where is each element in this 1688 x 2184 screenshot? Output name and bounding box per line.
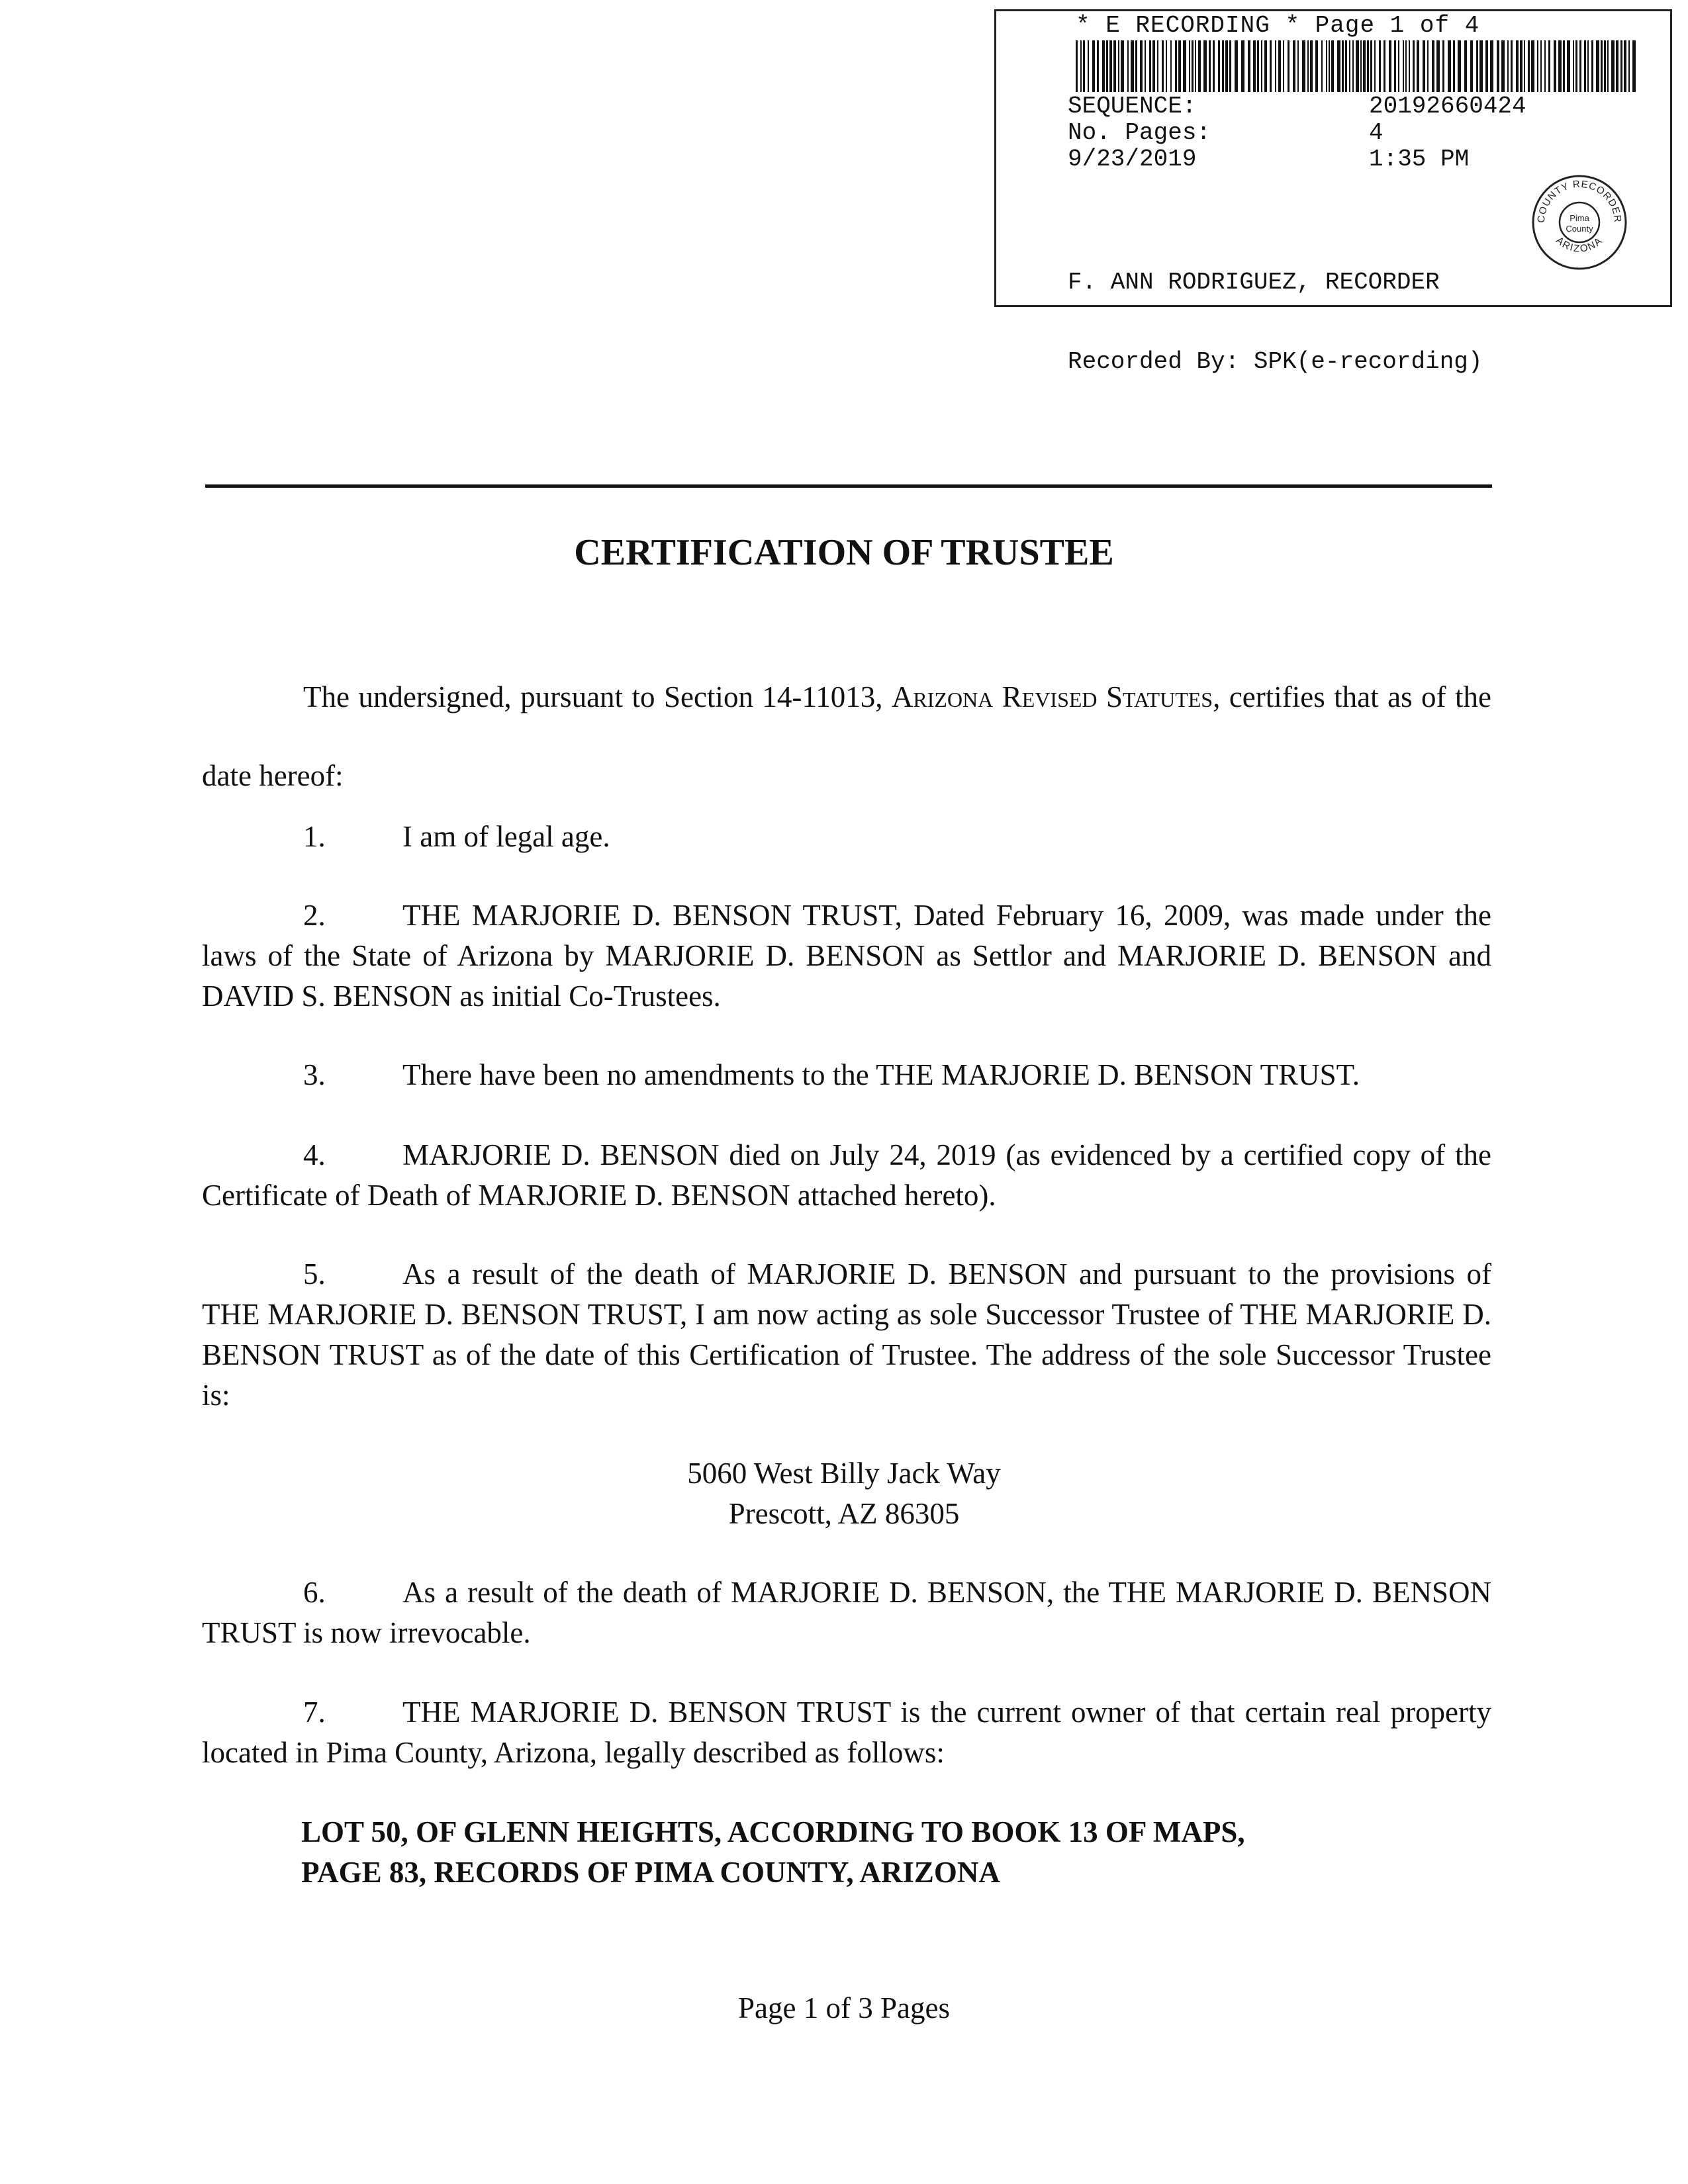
barcode-bar	[1548, 40, 1550, 92]
item-6-text: As a result of the death of MARJORIE D. BENSON, the THE MARJORIE D. BENSON TRUST is now irrevocable.	[202, 1576, 1491, 1649]
item-4-text: MARJORIE D. BENSON died on July 24, 2019 (as evidenced by a certified copy of the Certificate of Death of MARJORIE D. BENSON attached hereto).	[202, 1138, 1491, 1212]
barcode-bar	[1476, 40, 1478, 92]
barcode-bar	[1315, 40, 1318, 92]
barcode-bar	[1092, 40, 1095, 92]
barcode-bar	[1403, 40, 1404, 92]
barcode-bar	[1198, 40, 1201, 92]
barcode-bar	[1379, 40, 1381, 92]
barcode-bar	[1302, 40, 1305, 92]
barcode-bar	[1076, 40, 1078, 92]
item-7-text: THE MARJORIE D. BENSON TRUST is the current owner of that certain real property located in Pima County, Arizona, legally described as follows:	[202, 1696, 1491, 1769]
barcode-bar	[1398, 40, 1399, 92]
barcode-bar	[1587, 40, 1589, 92]
intro-text-part1: The undersigned, pursuant to Section 14-11013,	[303, 680, 892, 713]
barcode-bar	[1152, 40, 1155, 92]
barcode-bar	[1573, 40, 1574, 92]
barcode-bar	[1352, 40, 1354, 92]
barcode-bar	[1383, 40, 1385, 92]
item-6	[202, 1572, 1491, 1653]
barcode-bar	[1360, 40, 1362, 92]
barcode-bar	[1264, 40, 1267, 92]
recorded-by: Recorded By: SPK(e-recording)	[1068, 348, 1483, 375]
item-6-number: 6.	[303, 1576, 326, 1609]
barcode-bar	[1345, 40, 1347, 92]
barcode-bar	[1596, 40, 1599, 92]
barcode-bar	[1405, 40, 1407, 92]
recording-time: 1:35 PM	[1369, 146, 1470, 173]
barcode-bar	[1329, 40, 1330, 92]
barcode-bar	[1616, 40, 1618, 92]
barcode-bar	[1413, 40, 1415, 92]
legal-description-line2: PAGE 83, RECORDS OF PIMA COUNTY, ARIZONA	[301, 1856, 1000, 1889]
barcode-bar	[1321, 40, 1323, 92]
document-title: CERTIFICATION OF TRUSTEE	[574, 532, 1114, 573]
barcode-bar	[1189, 40, 1190, 92]
county-seal-icon	[1530, 173, 1629, 272]
item-4-number: 4.	[303, 1138, 326, 1171]
barcode-bar	[1106, 40, 1108, 92]
barcode-bar	[1083, 40, 1085, 92]
barcode-bar	[1170, 40, 1172, 92]
seal-outer-text: COUNTY RECORDER	[1535, 178, 1624, 224]
stamp-row-sequence	[1068, 93, 1526, 120]
item-7	[202, 1692, 1491, 1773]
barcode-bar	[1283, 40, 1284, 92]
barcode-bar	[1183, 40, 1186, 92]
pages-label: No. Pages:	[1068, 119, 1211, 146]
stamp-footer	[1068, 216, 1483, 428]
header-rule	[205, 484, 1492, 488]
barcode-bar	[1490, 40, 1493, 92]
statute-name: Arizona Revised Statutes	[891, 680, 1213, 713]
barcode-bar	[1442, 40, 1444, 92]
barcode-bar	[1374, 40, 1376, 92]
barcode-bar	[1349, 40, 1350, 92]
barcode-bar	[1427, 40, 1429, 92]
barcode-bar	[1628, 40, 1630, 92]
barcode-bar	[1166, 40, 1167, 92]
barcode-bar	[1620, 40, 1622, 92]
barcode-bar	[1417, 40, 1419, 92]
seal-center-line2: County	[1566, 224, 1593, 234]
barcode-bar	[1310, 40, 1313, 92]
barcode-bar	[1121, 40, 1124, 92]
barcode-bar	[1157, 40, 1158, 92]
page-number: Page 1 of 3 Pages	[738, 1991, 950, 2025]
barcode-bar	[1253, 40, 1256, 92]
barcode-bar	[1575, 40, 1577, 92]
barcode-bar	[1524, 40, 1525, 92]
barcode-bar	[1127, 40, 1129, 92]
barcode-bar	[1537, 40, 1538, 92]
barcode-bar	[1470, 40, 1473, 92]
barcode-bar	[1448, 40, 1451, 92]
item-3-text: There have been no amendments to the THE MARJORIE D. BENSON TRUST.	[402, 1058, 1360, 1091]
barcode-bar	[1229, 40, 1231, 92]
barcode-bar	[1178, 40, 1181, 92]
intro-text-part2: , certifies that as of the date hereof:	[202, 680, 1491, 792]
barcode-bar	[1149, 40, 1151, 92]
barcode-bar	[1409, 40, 1410, 92]
barcode-bar	[1131, 40, 1134, 92]
barcode-bar	[1257, 40, 1259, 92]
barcode-bar	[1624, 40, 1626, 92]
barcode-bar	[1485, 40, 1488, 92]
barcode-bar	[1540, 40, 1542, 92]
stamp-row-datetime	[1068, 146, 1526, 173]
barcode-bar	[1109, 40, 1112, 92]
barcode-bar	[1213, 40, 1215, 92]
barcode-bar	[1097, 40, 1099, 92]
stamp-details	[1068, 93, 1526, 173]
barcode-bar	[1558, 40, 1562, 92]
legal-description-line1: LOT 50, OF GLENN HEIGHTS, ACCORDING TO BOOK 13 OF MAPS,	[301, 1815, 1245, 1848]
barcode-bar	[1563, 40, 1565, 92]
barcode-bar	[1342, 40, 1344, 92]
barcode-bar	[1611, 40, 1615, 92]
item-7-number: 7.	[303, 1696, 326, 1729]
barcode-bar	[1497, 40, 1499, 92]
item-5-number: 5.	[303, 1257, 326, 1291]
barcode-bar	[1591, 40, 1593, 92]
barcode-bar	[1175, 40, 1177, 92]
barcode-bar	[1356, 40, 1359, 92]
pages-value: 4	[1369, 119, 1383, 146]
barcode-bar	[1579, 40, 1581, 92]
barcode-bar	[1520, 40, 1523, 92]
barcode-bar	[1337, 40, 1340, 92]
barcode-bar	[1554, 40, 1556, 92]
barcode-bar	[1453, 40, 1455, 92]
barcode-bar	[1209, 40, 1211, 92]
barcode-bar	[1326, 40, 1327, 92]
barcode-bar	[1601, 40, 1603, 92]
barcode-bar	[1218, 40, 1220, 92]
barcode	[1076, 40, 1636, 92]
svg-text:ARIZONA	[1554, 235, 1605, 255]
barcode-bar	[1436, 40, 1440, 92]
barcode-bar	[1458, 40, 1461, 92]
barcode-bar	[1528, 40, 1530, 92]
barcode-bar	[1278, 40, 1281, 92]
barcode-bar	[1225, 40, 1228, 92]
barcode-bar	[1248, 40, 1250, 92]
stamp-row-pages	[1068, 120, 1526, 146]
barcode-bar	[1241, 40, 1244, 92]
barcode-bar	[1140, 40, 1143, 92]
barcode-bar	[1102, 40, 1105, 92]
barcode-bar	[1501, 40, 1505, 92]
barcode-bar	[1235, 40, 1238, 92]
barcode-bar	[1516, 40, 1519, 92]
barcode-bar	[1118, 40, 1119, 92]
barcode-bar	[1088, 40, 1089, 92]
barcode-bar	[1080, 40, 1082, 92]
barcode-bar	[1270, 40, 1272, 92]
barcode-bar	[1297, 40, 1299, 92]
item-3-number: 3.	[303, 1058, 326, 1091]
barcode-bar	[1275, 40, 1276, 92]
barcode-bar	[1389, 40, 1391, 92]
barcode-bar	[1293, 40, 1295, 92]
seal-center-line1: Pima	[1570, 213, 1589, 223]
barcode-bar	[1432, 40, 1434, 92]
item-5	[202, 1254, 1491, 1416]
item-1-text: I am of legal age.	[402, 820, 610, 853]
barcode-bar	[1423, 40, 1425, 92]
item-3	[202, 1055, 1491, 1095]
barcode-bar	[1331, 40, 1334, 92]
recording-date: 9/23/2019	[1068, 146, 1197, 173]
trustee-address-line2: Prescott, AZ 86305	[728, 1497, 960, 1530]
barcode-bar	[1162, 40, 1164, 92]
barcode-bar	[1135, 40, 1137, 92]
barcode-bar	[1195, 40, 1196, 92]
recorder-name: F. ANN RODRIGUEZ, RECORDER	[1068, 269, 1440, 296]
barcode-bar	[1370, 40, 1372, 92]
barcode-bar	[1288, 40, 1289, 92]
barcode-bar	[1479, 40, 1483, 92]
item-2-number: 2.	[303, 899, 326, 932]
item-2	[202, 895, 1491, 1017]
barcode-bar	[1367, 40, 1369, 92]
barcode-bar	[1145, 40, 1146, 92]
barcode-bar	[1567, 40, 1570, 92]
barcode-bar	[1607, 40, 1609, 92]
barcode-bar	[1307, 40, 1309, 92]
barcode-bar	[1584, 40, 1586, 92]
item-4	[202, 1135, 1491, 1216]
barcode-bar	[1113, 40, 1116, 92]
barcode-bar	[1464, 40, 1467, 92]
sequence-label: SEQUENCE:	[1068, 93, 1197, 120]
seal-bottom-text: ARIZONA	[1554, 234, 1605, 255]
sequence-value: 20192660424	[1369, 93, 1526, 120]
barcode-bar	[1203, 40, 1207, 92]
barcode-bar	[1604, 40, 1606, 92]
barcode-bar	[1507, 40, 1509, 92]
barcode-bar	[1632, 40, 1636, 92]
barcode-bar	[1222, 40, 1224, 92]
intro-paragraph	[202, 658, 1491, 815]
barcode-bar	[1394, 40, 1396, 92]
barcode-bar	[1511, 40, 1513, 92]
stamp-header: * E RECORDING * Page 1 of 4	[1076, 12, 1480, 39]
barcode-bar	[1192, 40, 1194, 92]
barcode-bar	[1261, 40, 1262, 92]
barcode-bar	[1531, 40, 1534, 92]
item-1	[202, 817, 1491, 857]
trustee-address-line1: 5060 West Billy Jack Way	[687, 1457, 1001, 1490]
recording-stamp	[994, 9, 1672, 375]
item-5-text: As a result of the death of MARJORIE D. BENSON and pursuant to the provisions of THE MARJORIE D. BENSON TRUST, I am now acting as sole Successor Trustee of THE MARJORIE D. BENSON TRUST as of the date of this Certification of Trustee. The address of the sole Successor Trustee is:	[202, 1257, 1491, 1412]
item-1-number: 1.	[303, 820, 326, 853]
item-2-text: THE MARJORIE D. BENSON TRUST, Dated February 16, 2009, was made under the laws of the State of Arizona by MARJORIE D. BENSON as Settlor and MARJORIE D. BENSON and DAVID S. BENSON as initial Co-Trustees.	[202, 899, 1491, 1013]
barcode-bar	[1544, 40, 1546, 92]
barcode-bar	[1363, 40, 1366, 92]
